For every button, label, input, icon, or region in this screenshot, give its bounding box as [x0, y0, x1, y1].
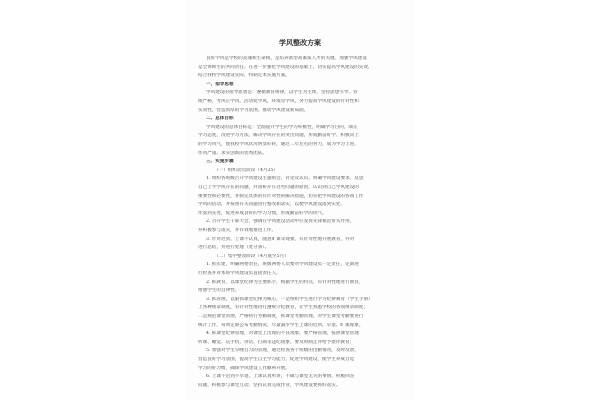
paragraph-line: 学风建设的总体目标是：全面提升学生的学习积极性，明确学习目的，端正 [206, 124, 358, 130]
paragraph-line: 的学习风气，使我校学风状况明显好转，通过二年左右的努力，成为学习上进、 [198, 142, 359, 147]
paragraph-line: 1. 抓实建，明确两委责任，班级两委人员要对学风建设负一定责任，定期进 [206, 262, 359, 268]
paragraph-line: 学习态度，改进学习方法，解决学风存在的突出问题，形成勤奋好学、积极向上 [198, 133, 359, 139]
paragraph-line: 学风建设的指导思想是：遵循教育规律，以学生为主体，坚持思想引导、管 [206, 90, 358, 96]
paragraph-line: 并积极参与落实，并有效地推进工作。 [198, 228, 277, 233]
paragraph-line: 重要性和必要性，并制定具体的有针对性的解决措施，切实把学风建设的各项工作 [198, 193, 364, 199]
subsection-heading: （二）集中整改阶段（4月底至5月） [214, 253, 289, 259]
paragraph-line: 结合我校学风建设实际，特制定本实施方案。 [198, 73, 290, 79]
paragraph-line: 行检查并对本班学风建设负直接责任人。 [198, 271, 281, 276]
paragraph-line: 学风的活动，并按照有关问题进行整改和落实，以便学风建设落到实处。 [198, 202, 346, 208]
paragraph-line: 作落到实处，促进养成良好的学习习惯，形成勤奋好学的风气。 [198, 210, 327, 216]
paragraph-line: 上各种规章制度，有针对性地进行遵规守纪教育，让学生熟悉学校的各项规章制度； [198, 305, 368, 311]
paragraph-line: 听课、睡觉、玩手机、讲话、打闹等违纪现象，要及时制止并给予批评教育； [198, 339, 355, 345]
section-heading: 二、总体目标 [206, 116, 234, 122]
paragraph-line: 理严格，考风正学风，活动促学风，环境育学风，努力提高学风建设的针对性和 [198, 99, 359, 104]
section-heading: 三、实施步骤 [206, 159, 234, 165]
paragraph-line: 作风严谨、求实创新的优秀团队。 [198, 150, 267, 156]
paragraph-line: 2. 抓教育，以课堂纪律为主要抓手，根据学生的特点，有针对性地进行教育， [206, 279, 364, 285]
document-title: 学风整改方案 [279, 38, 321, 47]
paragraph-line: 4. 抓课堂纪律管理，对课堂上出现的不良现象，要严格管理，按照课堂管理 [206, 331, 359, 337]
paragraph-line: 进行总结，并进行处理（处分条）。 [198, 245, 270, 251]
document-page [188, 0, 412, 400]
paragraph-line: 自己上半学风存在的问题，并剖析存在这些问题的原因，认识到自己学风建设的 [198, 185, 359, 190]
paragraph-line: 问题，积极参与课堂互动，坚持认真完成作业，学风建设要抓好落实。 [198, 382, 341, 388]
paragraph-line: 6. 上课不迟到不早退，上课认真听讲，不做与课堂无关的事情，积极回答 [206, 374, 355, 380]
paragraph-line: 3. 抓管理，以狠抓课堂纪律为核心，一是组织学生进行学习纪律教育（学生手册） [206, 296, 373, 302]
paragraph-line: 良好学风是学校的灵魂和生命线，是培养新型高素质人才的关键。加强学风建设 [206, 56, 367, 61]
paragraph-line: 5. 加强对学生早晚自习的管理，通过检查各个班级的出勤情况，及时反馈， [206, 348, 359, 354]
paragraph-line: 二是规范课堂管理，严格执行考勤制度，抓课堂考勤管理，对学生课堂考勤要进行 [198, 314, 364, 319]
section-heading: 一、指导思想 [206, 81, 234, 87]
paragraph-line: 2. 召开学生干部大会，强调在学风建设活动中应发挥先锋模范带头作用， [206, 219, 355, 225]
paragraph-line: 1. 组织各班级召开学风建设主题班会，讨论及认识，明确学风建设要求，反思 [206, 176, 364, 182]
paragraph-line: 学习的好习惯，确保学风建设工作顺利开展。 [198, 365, 290, 371]
paragraph-line: 增强学生的自律性。 [198, 288, 240, 294]
paragraph-line: 实效性，营造浓厚的学习氛围，推动学风建设新局面。 [198, 107, 309, 113]
paragraph-line: 营造良好学习氛围，提高学生自主学习能力，促进学风建设，使学生养成自觉 [198, 357, 355, 362]
paragraph-line: 是全体师生的共同责任。在进一步强化学风建设的基础上，切实提高学风建设的实效， [198, 64, 373, 70]
paragraph-line: 统计工作，每周定期公布考勤情况，尽量减少学生上课的迟到、早退、旷课现象。 [198, 322, 364, 328]
paragraph-line: 3. 针对迟到、上课不认真，随意旷课等现象，有针对性地开展教育，并对 [206, 236, 355, 242]
subsection-heading: （一）组织动员阶段（4月25） [214, 167, 278, 173]
